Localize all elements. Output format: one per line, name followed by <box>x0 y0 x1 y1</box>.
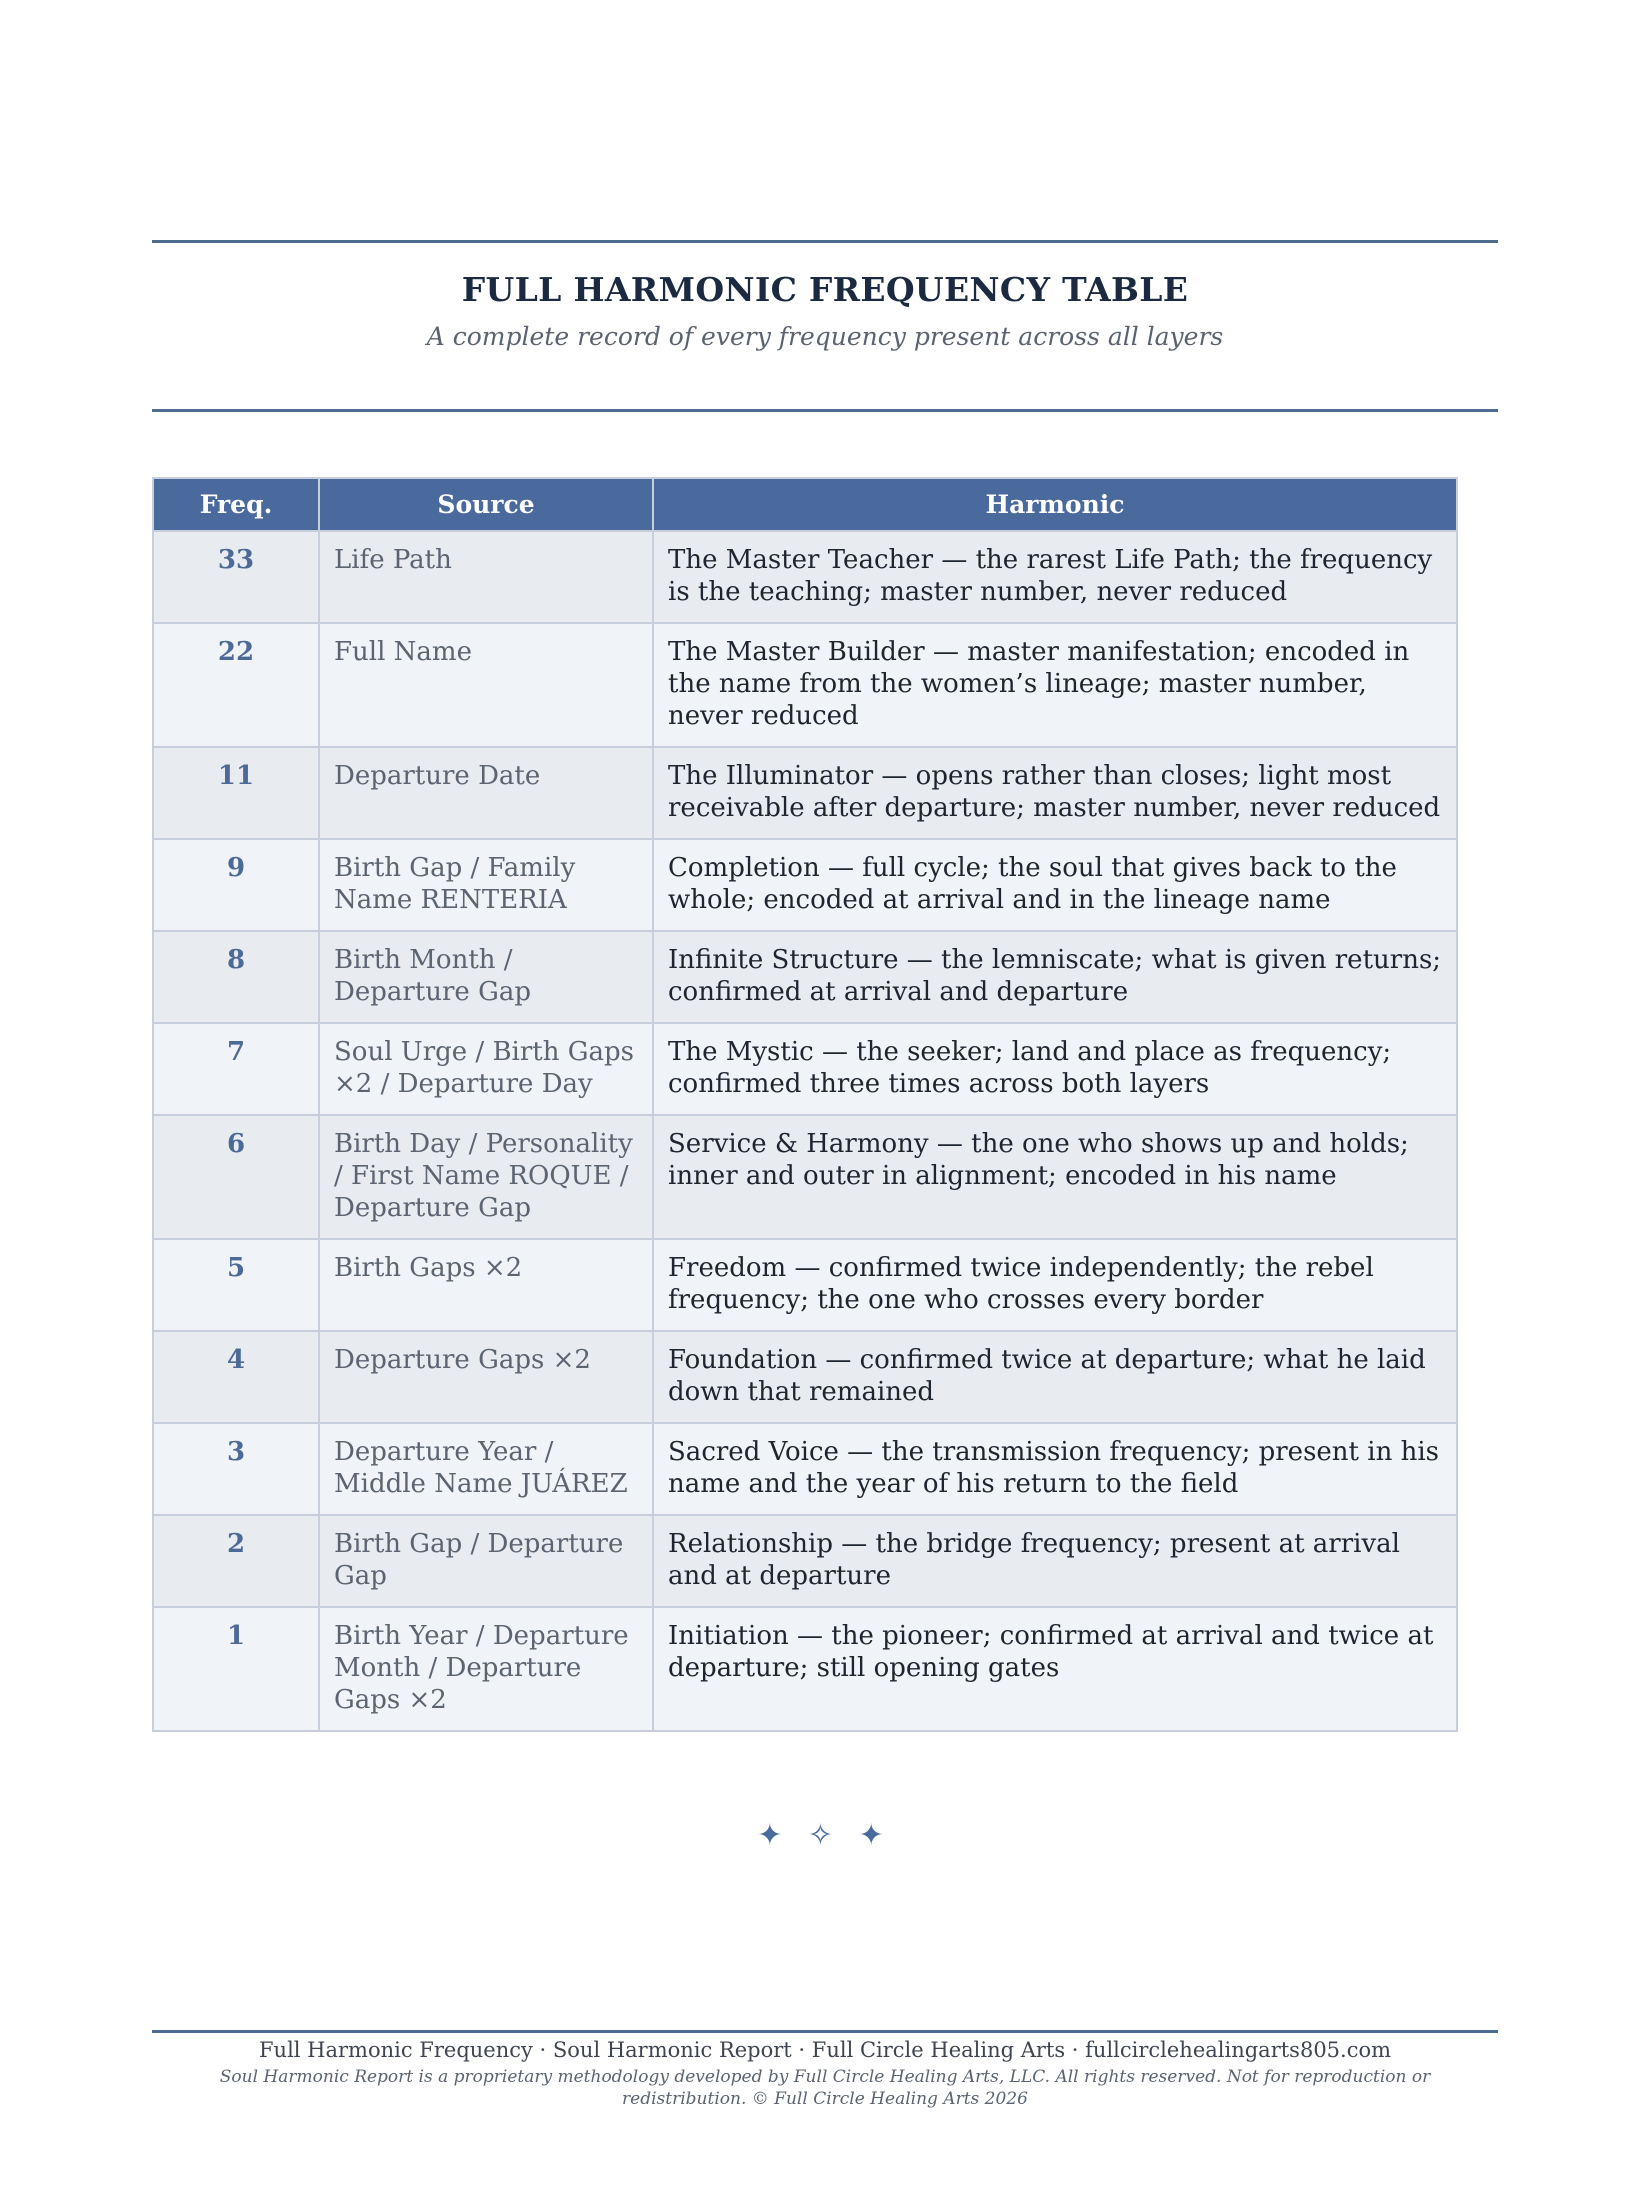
freq-cell: 3 <box>153 1423 319 1515</box>
harmonic-cell: Sacred Voice — the transmission frequency; present in his name and the year of his return to the field <box>653 1423 1457 1515</box>
freq-cell: 7 <box>153 1023 319 1115</box>
source-cell: Soul Urge / Birth Gaps ×2 / Departure Day <box>319 1023 653 1115</box>
freq-cell: 11 <box>153 747 319 839</box>
freq-cell: 2 <box>153 1515 319 1607</box>
source-cell: Birth Gap / Family Name RENTERIA <box>319 839 653 931</box>
table-row <box>153 1115 1457 1239</box>
source-cell: Departure Date <box>319 747 653 839</box>
table-header-row <box>153 478 1457 531</box>
harmonic-cell: Foundation — confirmed twice at departure; what he laid down that remained <box>653 1331 1457 1423</box>
column-header-harmonic: Harmonic <box>653 478 1457 531</box>
column-header-source: Source <box>319 478 653 531</box>
source-cell: Departure Gaps ×2 <box>319 1331 653 1423</box>
harmonic-cell: Relationship — the bridge frequency; present at arrival and at departure <box>653 1515 1457 1607</box>
top-rule <box>152 240 1498 243</box>
column-header-freq: Freq. <box>153 478 319 531</box>
source-cell: Life Path <box>319 531 653 623</box>
table-row <box>153 931 1457 1023</box>
harmonic-cell: The Master Builder — master manifestation; encoded in the name from the women’s lineage; master number, never reduced <box>653 623 1457 747</box>
freq-cell: 5 <box>153 1239 319 1331</box>
page-title: FULL HARMONIC FREQUENCY TABLE <box>461 270 1189 309</box>
source-cell: Departure Year / Middle Name JUÁREZ <box>319 1423 653 1515</box>
freq-cell: 33 <box>153 531 319 623</box>
harmonic-cell: The Master Teacher — the rarest Life Path; the frequency is the teaching; master number, never reduced <box>653 531 1457 623</box>
table-row <box>153 623 1457 747</box>
footer-copyright: Soul Harmonic Report is a proprietary methodology developed by Full Circle Healing Arts, LLC. All rights reserved. Not for reproduction or redistribution. © Full Circle Healing Arts 2026 <box>219 2067 1431 2109</box>
harmonic-cell: Service & Harmony — the one who shows up and holds; inner and outer in alignment; encoded in his name <box>653 1115 1457 1239</box>
table-row <box>153 839 1457 931</box>
table-row <box>153 1423 1457 1515</box>
source-cell: Birth Day / Personality / First Name ROQUE / Departure Gap <box>319 1115 653 1239</box>
source-cell: Birth Gap / Departure Gap <box>319 1515 653 1607</box>
source-cell: Birth Month / Departure Gap <box>319 931 653 1023</box>
footer-text: Full Harmonic Frequency · Soul Harmonic Report · Full Circle Healing Arts · fullcirclehealingarts805.com <box>258 2038 1392 2062</box>
page-subtitle: A complete record of every frequency present across all layers <box>426 322 1224 351</box>
freq-cell: 22 <box>153 623 319 747</box>
table-row <box>153 747 1457 839</box>
source-cell: Birth Gaps ×2 <box>319 1239 653 1331</box>
freq-cell: 1 <box>153 1607 319 1731</box>
harmonic-cell: The Illuminator — opens rather than closes; light most receivable after departure; master number, never reduced <box>653 747 1457 839</box>
freq-cell: 8 <box>153 931 319 1023</box>
table-row <box>153 1515 1457 1607</box>
table-row <box>153 1239 1457 1331</box>
harmonic-cell: Initiation — the pioneer; confirmed at arrival and twice at departure; still opening gates <box>653 1607 1457 1731</box>
freq-cell: 6 <box>153 1115 319 1239</box>
footer-rule <box>152 2030 1498 2033</box>
source-cell: Full Name <box>319 623 653 747</box>
table-row <box>153 1607 1457 1731</box>
harmonic-cell: Completion — full cycle; the soul that gives back to the whole; encoded at arrival and in the lineage name <box>653 839 1457 931</box>
table-row <box>153 1023 1457 1115</box>
freq-cell: 9 <box>153 839 319 931</box>
table-row <box>153 531 1457 623</box>
source-cell: Birth Year / Departure Month / Departure Gaps ×2 <box>319 1607 653 1731</box>
harmonic-cell: Infinite Structure — the lemniscate; what is given returns; confirmed at arrival and departure <box>653 931 1457 1023</box>
harmonic-cell: Freedom — confirmed twice independently; the rebel frequency; the one who crosses every border <box>653 1239 1457 1331</box>
table-row <box>153 1331 1457 1423</box>
star-ornament-icon: ✦ ✧ ✦ <box>757 1818 892 1853</box>
header-bottom-rule <box>152 409 1498 412</box>
freq-cell: 4 <box>153 1331 319 1423</box>
harmonic-cell: The Mystic — the seeker; land and place as frequency; confirmed three times across both layers <box>653 1023 1457 1115</box>
frequency-table <box>152 477 1458 1732</box>
